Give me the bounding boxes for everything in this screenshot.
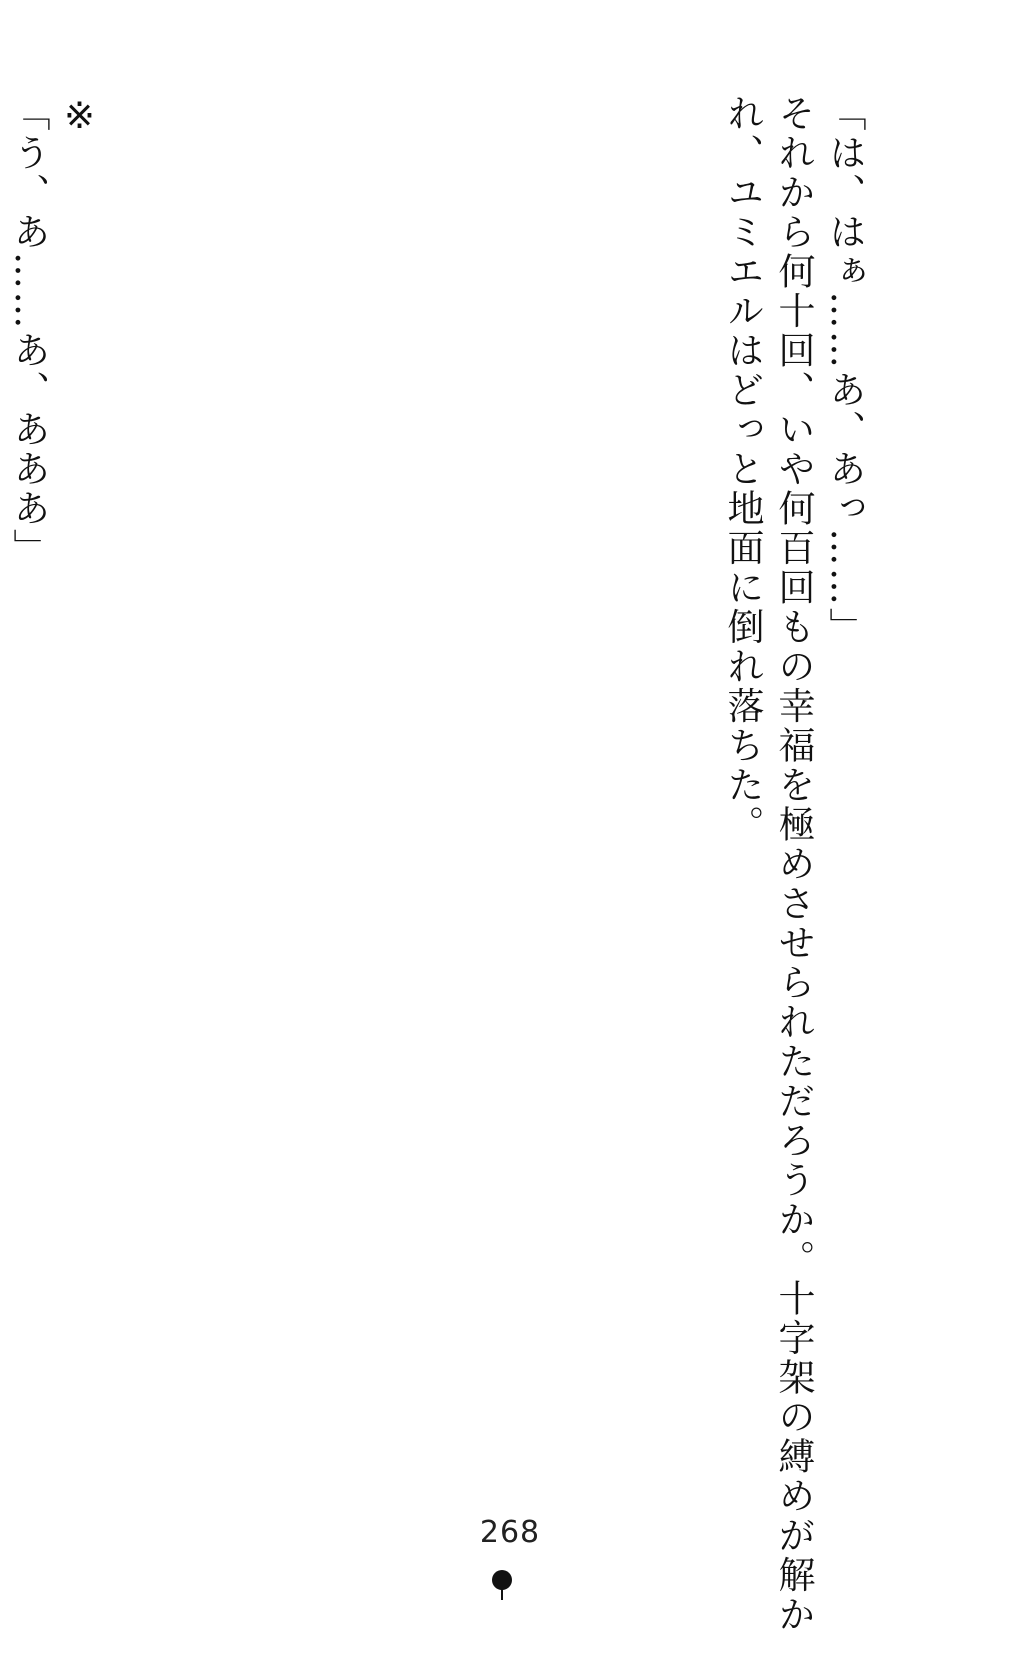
binding-dot-icon — [492, 1566, 512, 1600]
text-line: れ、ユミエルはどっと地面に倒れ落ちた。 — [721, 94, 764, 845]
text-line: 「う、あ……あ、あああ」 — [7, 94, 50, 568]
page-number: 268 — [479, 1515, 541, 1550]
text-line — [0, 94, 3, 1214]
text-line: それから何十回、いや何百回もの幸福を極めさせられただろうか。十字架の縛めが解か — [772, 94, 815, 1635]
text-line: 「は、はぁ……あ、あっ……」 — [823, 94, 866, 647]
section-break-mark: ※ — [58, 94, 101, 140]
